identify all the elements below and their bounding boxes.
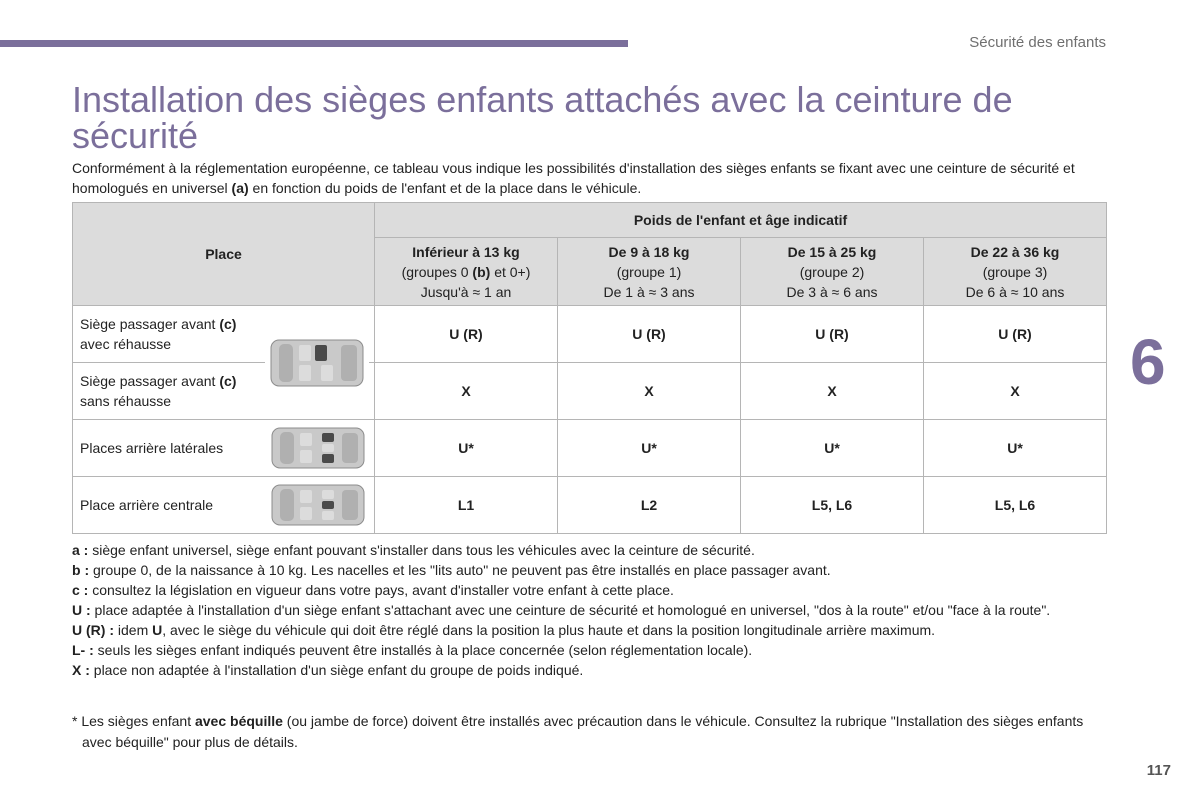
table-row xyxy=(73,306,1107,363)
value-cell: X xyxy=(741,363,924,420)
legend-item xyxy=(72,600,1112,620)
place-line1: Place arrière centrale xyxy=(80,497,214,513)
column-age: De 3 à ≈ 6 ans xyxy=(786,283,878,300)
legend-text: seuls les sièges enfant indiqués peuvent être installés à la place concernée (selon réglementation locale). xyxy=(93,642,753,658)
footnote-text-1: * Les sièges enfant xyxy=(72,713,195,729)
column-group-end: et 0+) xyxy=(490,263,531,280)
legend-key: b : xyxy=(72,562,90,578)
value-cell: X xyxy=(375,363,558,420)
column-title: Inférieur à 13 kg xyxy=(412,243,520,260)
intro-text-1: Conformément à la réglementation européenne, ce tableau vous indique les possibilités d'installation des sièges enfants se fixant avec une ceinture de sécurité et homologués en universel xyxy=(72,160,1075,196)
place-line1: Places arrière latérales xyxy=(80,440,224,456)
legend-item xyxy=(72,620,1112,640)
column-group: (groupe 1) xyxy=(616,263,682,280)
legend-text: siège enfant universel, siège enfant pouvant s'installer dans tous les véhicules avec la ceinture de sécurité. xyxy=(88,542,755,558)
car-rear-side-seats-icon xyxy=(270,425,366,471)
value-cell: L2 xyxy=(558,477,741,534)
legend-notes xyxy=(72,540,1112,680)
legend-key: c : xyxy=(72,582,89,598)
place-label xyxy=(80,438,223,458)
column-group-ref: (b) xyxy=(472,263,491,280)
place-label xyxy=(80,314,236,354)
footnote xyxy=(72,711,1102,753)
legend-item xyxy=(72,580,1112,600)
value-cell: U (R) xyxy=(375,306,558,363)
place-ref: (c) xyxy=(219,373,237,389)
legend-key: U (R) : xyxy=(72,622,114,638)
place-line2: avec réhausse xyxy=(80,336,172,352)
section-title: Sécurité des enfants xyxy=(969,34,1106,51)
value-cell: X xyxy=(924,363,1107,420)
place-line1: Siège passager avant xyxy=(80,373,220,389)
value-cell: U* xyxy=(741,420,924,477)
place-label xyxy=(80,371,236,411)
value-cell: L5, L6 xyxy=(741,477,924,534)
legend-text: place adaptée à l'installation d'un siège enfant s'attachant avec une ceinture de sécurité et homologué en universel, "dos à la route" et/ou "face à la route". xyxy=(90,602,1051,618)
value-cell: U (R) xyxy=(741,306,924,363)
value-cell: U (R) xyxy=(924,306,1107,363)
column-age: De 6 à ≈ 10 ans xyxy=(965,283,1065,300)
legend-item xyxy=(72,560,1112,580)
table-row xyxy=(73,363,1107,420)
place-header: Place xyxy=(73,203,375,306)
legend-text-cont: , avec le siège du véhicule qui doit être réglé dans la position la plus haute et dans la position longitudinale arrière maximum. xyxy=(162,622,936,638)
legend-item xyxy=(72,660,1112,680)
value-cell: U* xyxy=(375,420,558,477)
column-title: De 22 à 36 kg xyxy=(970,243,1060,260)
column-group: (groupe 2) xyxy=(799,263,865,280)
intro-text-2: en fonction du poids de l'enfant et de la place dans le véhicule. xyxy=(248,180,642,196)
weight-column-header xyxy=(558,238,741,306)
place-cell xyxy=(73,420,375,477)
value-cell: U* xyxy=(924,420,1107,477)
intro-paragraph xyxy=(72,158,1112,198)
child-seat-table xyxy=(72,202,1107,534)
place-ref: (c) xyxy=(219,316,237,332)
page-number: 117 xyxy=(1146,762,1171,779)
legend-key: U : xyxy=(72,602,91,618)
legend-item xyxy=(72,540,1112,560)
place-label xyxy=(80,495,213,515)
top-accent-bar xyxy=(0,40,628,47)
table-row xyxy=(73,420,1107,477)
footnote-text-2: (ou jambe de force) doivent être installés avec précaution dans le véhicule. Consultez la rubrique "Installation des sièges enfants avec béquille" pour plus de détails. xyxy=(82,713,1084,750)
weight-column-header xyxy=(741,238,924,306)
value-cell: U (R) xyxy=(558,306,741,363)
legend-key: X : xyxy=(72,662,90,678)
value-cell: X xyxy=(558,363,741,420)
legend-item xyxy=(72,640,1112,660)
table-row xyxy=(73,477,1107,534)
legend-text: consultez la législation en vigueur dans votre pays, avant d'installer votre enfant à cette place. xyxy=(88,582,674,598)
column-age: De 1 à ≈ 3 ans xyxy=(603,283,695,300)
column-title: De 15 à 25 kg xyxy=(787,243,877,260)
value-cell: L1 xyxy=(375,477,558,534)
chapter-number: 6 xyxy=(1130,326,1166,398)
footnote-bold: avec béquille xyxy=(194,713,283,729)
value-cell: L5, L6 xyxy=(924,477,1107,534)
car-rear-center-seat-icon xyxy=(270,482,366,528)
weight-column-header xyxy=(924,238,1107,306)
intro-ref-a: (a) xyxy=(231,180,249,196)
legend-text: groupe 0, de la naissance à 10 kg. Les nacelles et les "lits auto" ne peuvent pas être installés en place passager avant. xyxy=(89,562,831,578)
value-cell: U* xyxy=(558,420,741,477)
column-title: De 9 à 18 kg xyxy=(608,243,690,260)
place-line1: Siège passager avant xyxy=(80,316,220,332)
weight-column-header xyxy=(375,238,558,306)
column-group: (groupe 3) xyxy=(982,263,1048,280)
car-front-passenger-seat-icon xyxy=(265,316,369,410)
column-age: Jusqu'à ≈ 1 an xyxy=(420,283,512,300)
page-title: Installation des sièges enfants attachés avec la ceinture de sécurité xyxy=(72,79,1013,156)
legend-key: a : xyxy=(72,542,89,558)
legend-text: place non adaptée à l'installation d'un siège enfant du groupe de poids indiqué. xyxy=(89,662,584,678)
place-line2: sans réhausse xyxy=(80,393,172,409)
weight-header: Poids de l'enfant et âge indicatif xyxy=(375,203,1107,238)
legend-key-inline: U xyxy=(152,622,163,638)
place-cell xyxy=(73,477,375,534)
column-group: (groupes 0 xyxy=(401,263,473,280)
legend-key: L- : xyxy=(72,642,94,658)
legend-text: idem xyxy=(114,622,153,638)
